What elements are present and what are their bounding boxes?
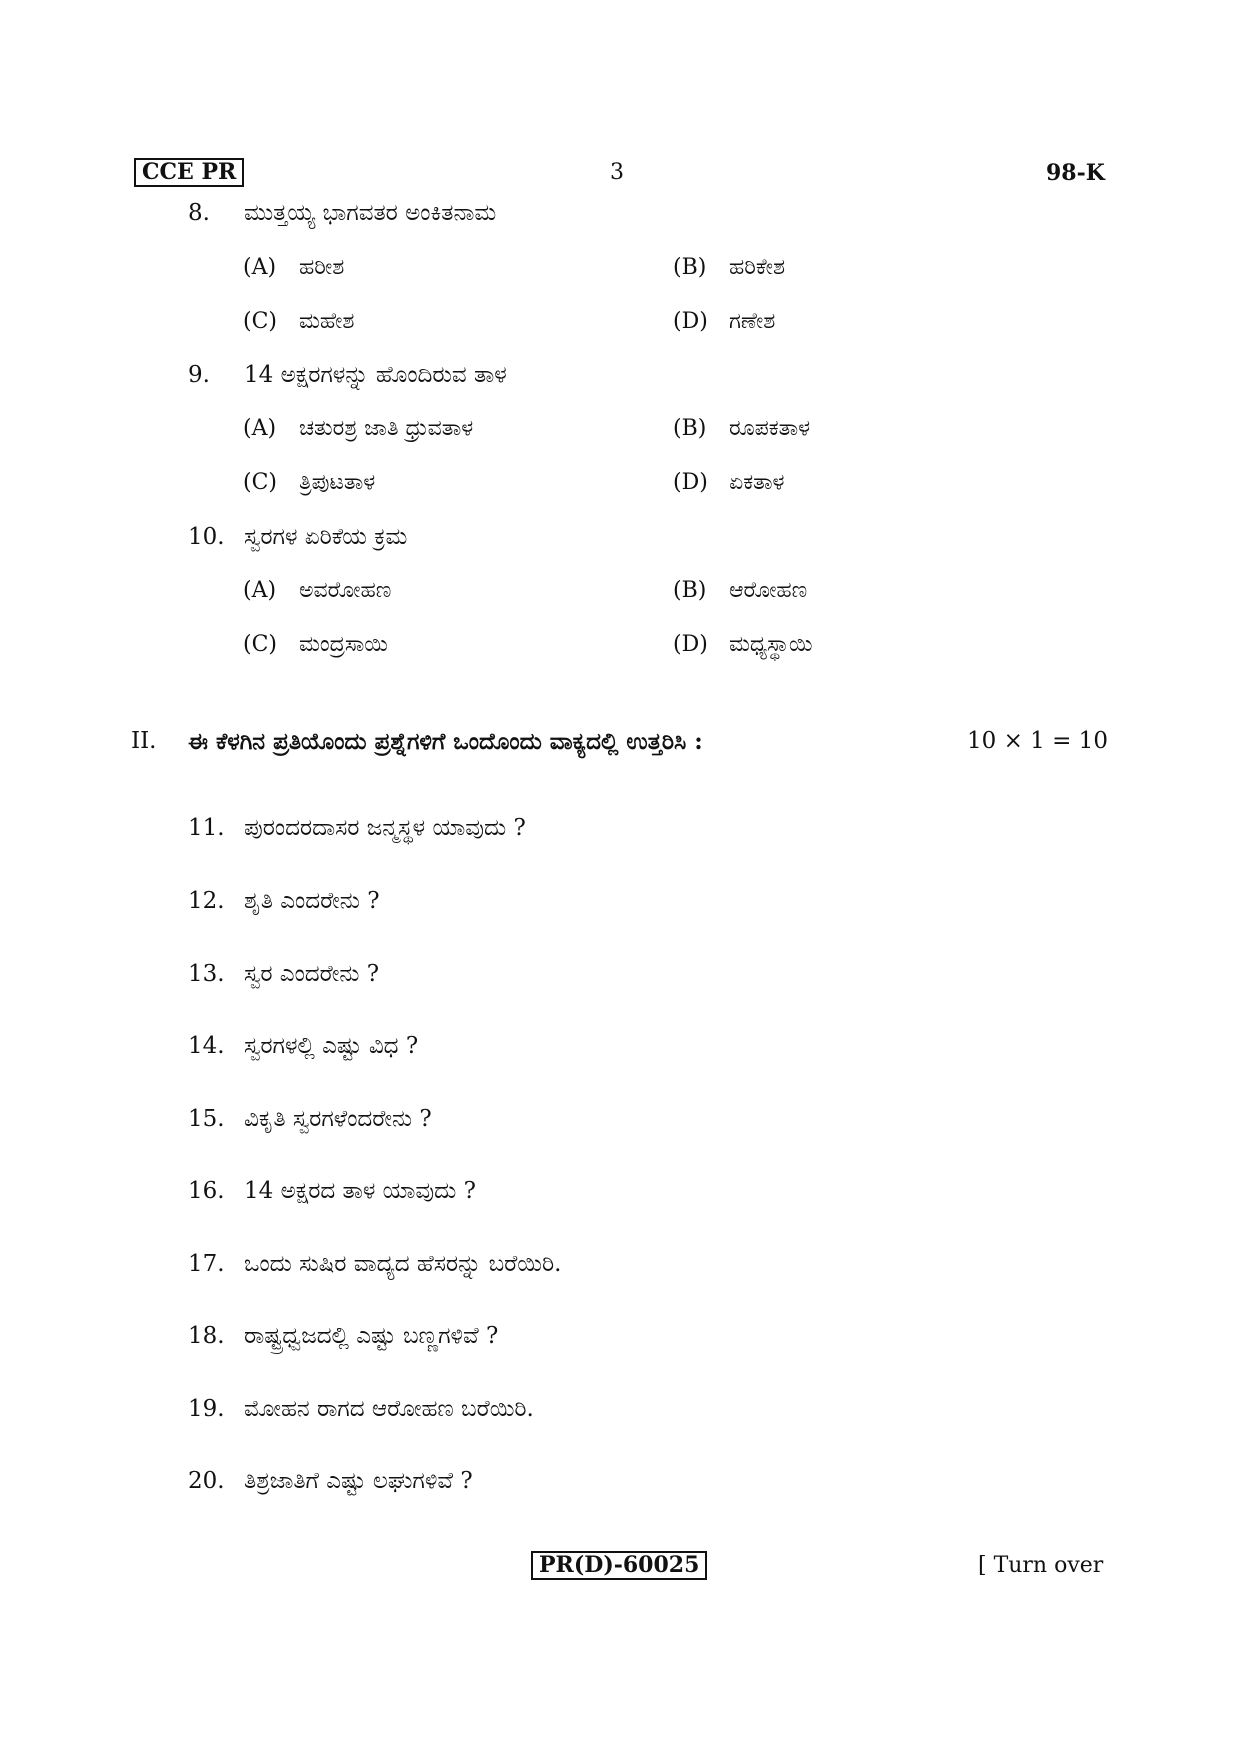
question-number: 15. bbox=[188, 1106, 225, 1132]
option-9c bbox=[243, 470, 375, 495]
option-text: ಚತುರಶ್ರ ಜಾತಿ ಧ್ರುವತಾಳ bbox=[299, 416, 474, 441]
question-number: 18. bbox=[188, 1323, 225, 1349]
section-instruction: ಈ ಕೆಳಗಿನ ಪ್ರತಿಯೊಂದು ಪ್ರಶ್ನೆಗಳಿಗೆ ಒಂದೊಂದು ವಾಕ್ಯದಲ್ಲಿ ಉತ್ತರಿಸಿ : bbox=[188, 728, 703, 755]
question-14 bbox=[188, 1033, 418, 1059]
option-text: ಅವರೋಹಣ bbox=[299, 578, 392, 603]
option-9a bbox=[243, 416, 473, 441]
question-text: ಶೃತಿ ಎಂದರೇನು ? bbox=[244, 888, 380, 914]
option-label: (A) bbox=[243, 578, 277, 603]
question-text: ಸ್ವರ ಎಂದರೇನು ? bbox=[244, 961, 380, 987]
question-11 bbox=[188, 815, 526, 841]
option-8d bbox=[673, 309, 775, 334]
question-15 bbox=[188, 1106, 432, 1132]
question-text: ರಾಷ್ಟ್ರಧ್ವಜದಲ್ಲಿ ಎಷ್ಟು ಬಣ್ಣಗಳಿವೆ ? bbox=[244, 1323, 499, 1349]
option-text: ಏಕತಾಳ bbox=[729, 470, 785, 495]
option-text: ಆರೋಹಣ bbox=[729, 578, 808, 603]
question-text: ತಿಶ್ರಜಾತಿಗೆ ಎಷ್ಟು ಲಘುಗಳಿವೆ ? bbox=[244, 1468, 473, 1494]
option-label: (B) bbox=[673, 416, 707, 441]
option-text: ಮಧ್ಯಸ್ಥಾಯಿ bbox=[729, 632, 813, 657]
option-8c bbox=[243, 309, 354, 334]
question-17 bbox=[188, 1251, 561, 1277]
question-number: 16. bbox=[188, 1178, 225, 1204]
option-label: (C) bbox=[243, 309, 277, 334]
option-10d bbox=[673, 632, 812, 657]
question-number: 11. bbox=[188, 815, 225, 841]
option-label: (C) bbox=[243, 632, 277, 657]
option-10b bbox=[673, 578, 807, 603]
option-8b bbox=[673, 255, 785, 280]
option-text: ಗಣೇಶ bbox=[729, 309, 776, 334]
question-text: ಮುತ್ತಯ್ಯ ಭಾಗವತರ ಅಂಕಿತನಾಮ bbox=[244, 200, 497, 226]
option-9b bbox=[673, 416, 810, 441]
paper-code: 98-K bbox=[1046, 160, 1105, 186]
option-label: (B) bbox=[673, 578, 707, 603]
question-20 bbox=[188, 1468, 473, 1494]
turn-over-note: [ Turn over bbox=[978, 1553, 1104, 1578]
option-label: (D) bbox=[673, 632, 708, 657]
option-text: ಮಂದ್ರಸಾಯಿ bbox=[299, 632, 388, 657]
option-text: ಹರೀಶ bbox=[299, 255, 345, 280]
section-numeral: II. bbox=[131, 728, 157, 754]
question-number: 13. bbox=[188, 961, 225, 987]
option-label: (B) bbox=[673, 255, 707, 280]
question-19 bbox=[188, 1396, 534, 1422]
question-18 bbox=[188, 1323, 498, 1349]
option-text: ರೂಪಕತಾಳ bbox=[729, 416, 811, 441]
option-text: ತ್ರಿಪುಟತಾಳ bbox=[299, 470, 376, 495]
option-text: ಹರಿಕೇಶ bbox=[729, 255, 786, 280]
option-label: (C) bbox=[243, 470, 277, 495]
option-10a bbox=[243, 578, 391, 603]
question-number: 17. bbox=[188, 1251, 225, 1277]
option-10c bbox=[243, 632, 388, 657]
question-number: 19. bbox=[188, 1396, 225, 1422]
question-number: 14. bbox=[188, 1033, 225, 1059]
question-number: 12. bbox=[188, 888, 225, 914]
question-number: 9. bbox=[188, 362, 210, 388]
question-8 bbox=[188, 200, 496, 226]
question-text: 14 ಅಕ್ಷರದ ತಾಳ ಯಾವುದು ? bbox=[244, 1178, 476, 1204]
question-text: ಒಂದು ಸುಷಿರ ವಾದ್ಯದ ಹೆಸರನ್ನು ಬರೆಯಿರಿ. bbox=[244, 1251, 562, 1277]
question-text: ಮೋಹನ ರಾಗದ ಆರೋಹಣ ಬರೆಯಿರಿ. bbox=[244, 1396, 534, 1422]
question-12 bbox=[188, 888, 380, 914]
question-text: 14 ಅಕ್ಷರಗಳನ್ನು ಹೊಂದಿರುವ ತಾಳ bbox=[244, 362, 507, 388]
option-text: ಮಹೇಶ bbox=[299, 309, 355, 334]
question-number: 8. bbox=[188, 200, 210, 226]
footer-code-box: PR(D)-60025 bbox=[531, 1551, 707, 1580]
question-number: 10. bbox=[188, 524, 225, 550]
option-label: (A) bbox=[243, 255, 277, 280]
option-9d bbox=[673, 470, 784, 495]
page-number: 3 bbox=[610, 160, 624, 185]
option-label: (D) bbox=[673, 309, 708, 334]
option-label: (A) bbox=[243, 416, 277, 441]
header-code-box: CCE PR bbox=[134, 158, 244, 187]
question-text: ಸ್ವರಗಳಲ್ಲಿ ಎಷ್ಟು ವಿಧ ? bbox=[244, 1033, 419, 1059]
option-label: (D) bbox=[673, 470, 708, 495]
question-9 bbox=[188, 362, 507, 388]
question-number: 20. bbox=[188, 1468, 225, 1494]
question-text: ವಿಕೃತಿ ಸ್ವರಗಳೆಂದರೇನು ? bbox=[244, 1106, 432, 1132]
question-text: ಸ್ವರಗಳ ಏರಿಕೆಯ ಕ್ರಮ bbox=[244, 524, 408, 550]
section-marks: 10 × 1 = 10 bbox=[967, 728, 1108, 754]
question-16 bbox=[188, 1178, 476, 1204]
question-13 bbox=[188, 961, 379, 987]
option-8a bbox=[243, 255, 344, 280]
question-10 bbox=[188, 524, 407, 550]
question-text: ಪುರಂದರದಾಸರ ಜನ್ಮಸ್ಥಳ ಯಾವುದು ? bbox=[244, 815, 526, 841]
